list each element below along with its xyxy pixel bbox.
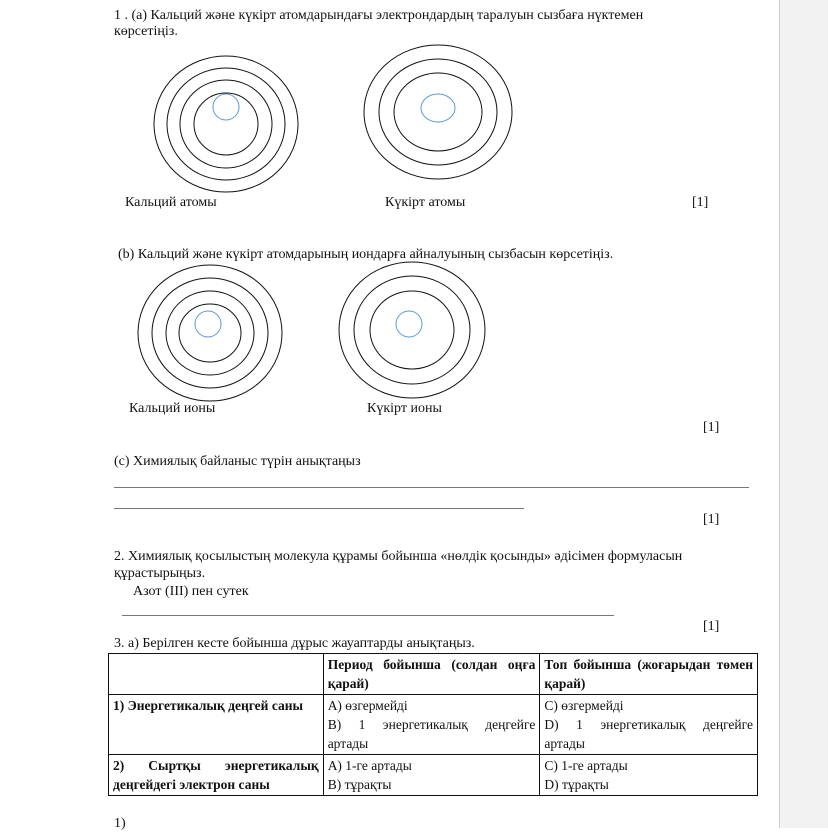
q1a-text-line2: көрсетіңіз. [114, 24, 178, 39]
calcium-atom-nucleus [213, 94, 239, 120]
sulfur-atom-shell-3 [364, 45, 512, 179]
q1c-answer-line-2[interactable] [114, 508, 524, 509]
sulfur-atom-nucleus [421, 94, 455, 122]
calcium-ion-label: Кальций ионы [129, 401, 216, 416]
row1-option-d[interactable]: D) 1 энергетикалық деңгейге артады [544, 717, 753, 751]
table-row [109, 695, 758, 755]
calcium-atom-label: Кальций атомы [125, 195, 217, 210]
row1-option-c[interactable]: С) өзгермейді [544, 698, 624, 713]
calcium-atom-diagram [154, 56, 298, 192]
table-header-group: Топ бойынша (жоғарыдан төмен қарай) [540, 654, 758, 695]
table-header-period: Период бойынша (солдан оңға қарай) [323, 654, 540, 695]
sulfur-atom-diagram [364, 45, 512, 179]
row2-option-a[interactable]: А) 1-ге артады [327, 758, 412, 773]
sulfur-ion-nucleus [396, 311, 422, 337]
sulfur-atom-shell-2 [379, 59, 497, 165]
q1a-text-line1: 1 . (a) Кальций және күкірт атомдарындағы электрондардың таралуын сызбаға нүктемен [114, 8, 644, 23]
row2-option-b[interactable]: В) тұрақты [327, 777, 392, 792]
table-header-row [109, 654, 758, 695]
row1-group-cell [540, 695, 758, 755]
q2-text-line3: Азот (ІІІ) пен сутек [133, 584, 249, 599]
sulfur-ion-shell-2 [354, 276, 470, 384]
calcium-ion-shell-1 [179, 304, 241, 362]
row2-label: 2) Сыртқы энергетикалық деңгейдегі электрон саны [109, 755, 324, 796]
q1b-mark: [1] [703, 420, 720, 435]
q1a-mark: [1] [692, 195, 709, 210]
row1-option-a[interactable]: А) өзгермейді [327, 698, 408, 713]
sulfur-ion-label: Күкірт ионы [367, 401, 442, 416]
calcium-atom-shell-3 [167, 68, 285, 180]
row2-option-c[interactable]: С) 1-ге артады [544, 758, 628, 773]
q1c-answer-line-1[interactable] [114, 487, 749, 488]
row1-label: 1) Энергетикалық деңгей саны [109, 695, 324, 755]
calcium-atom-shell-1 [194, 93, 258, 155]
q1c-mark: [1] [703, 512, 720, 527]
q3-text: 3. а) Берілген кесте бойынша дұрыс жауаптарды анықтаңыз. [114, 636, 475, 651]
sulfur-ion-diagram [339, 262, 485, 398]
sulfur-atom-shell-1 [394, 73, 482, 151]
calcium-ion-diagram [138, 265, 282, 401]
table-header-empty [109, 654, 324, 695]
q1c-text: (c) Химиялық байланыс түрін анықтаңыз [114, 454, 361, 469]
calcium-ion-shell-4 [138, 265, 282, 401]
sulfur-atom-label: Күкірт атомы [385, 195, 466, 210]
q2-answer-line[interactable] [122, 615, 614, 616]
q3-footer-fragment: 1) [114, 816, 126, 831]
calcium-ion-shell-3 [152, 278, 268, 388]
q3-table [108, 653, 758, 796]
q1b-text: (b) Кальций және күкірт атомдарының иондарға айналуының сызбасын көрсетіңіз. [118, 247, 614, 262]
q2-text-line1: 2. Химиялық қосылыстың молекула құрамы бойынша «нөлдік қосынды» әдісімен формуласын [114, 549, 683, 564]
row2-period-cell [323, 755, 540, 796]
row1-period-cell [323, 695, 540, 755]
q2-mark: [1] [703, 619, 720, 634]
row1-option-b[interactable]: В) 1 энергетикалық деңгейге артады [327, 717, 536, 751]
calcium-atom-shell-4 [154, 56, 298, 192]
sulfur-ion-shell-1 [370, 291, 454, 369]
q2-text-line2: құрастырыңыз. [114, 566, 206, 581]
row2-group-cell [540, 755, 758, 796]
row2-option-d[interactable]: D) тұрақты [544, 777, 609, 792]
calcium-ion-nucleus [195, 311, 221, 337]
table-row [109, 755, 758, 796]
sulfur-ion-shell-3 [339, 262, 485, 398]
